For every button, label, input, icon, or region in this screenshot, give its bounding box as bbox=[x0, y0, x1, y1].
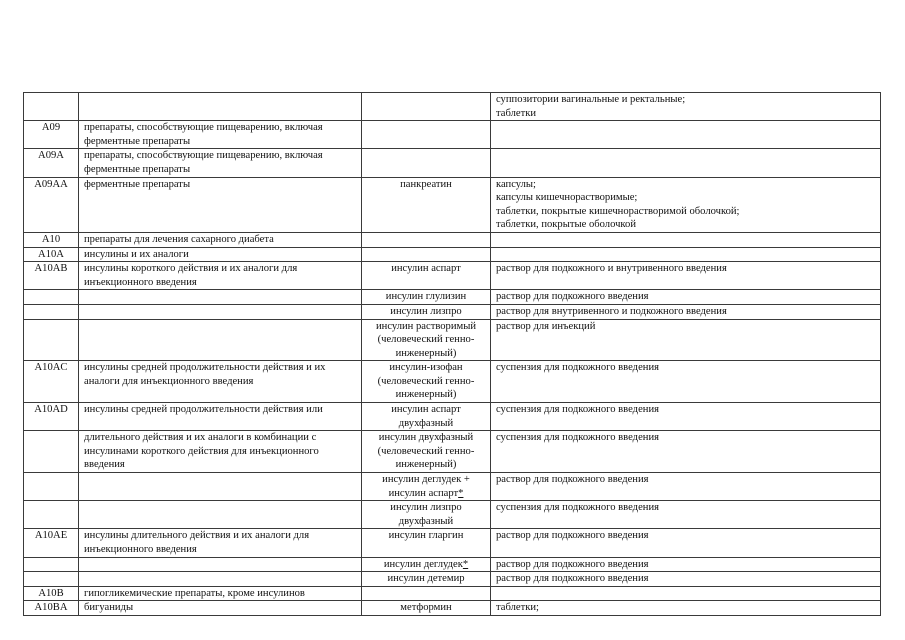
anatomical-therapeutic-group-cell bbox=[79, 557, 362, 572]
dosage-forms-cell bbox=[491, 149, 881, 177]
drug-name-text: инсулин глулизин bbox=[385, 291, 467, 303]
anatomical-therapeutic-group-cell bbox=[79, 473, 362, 501]
dosage-form-line: раствор для подкожного введения bbox=[496, 558, 649, 570]
drug-name-cell bbox=[362, 473, 491, 501]
dosage-form-line: раствор для подкожного введения bbox=[496, 530, 649, 542]
drug-name-text: инсулин деглудек bbox=[383, 558, 463, 570]
dosage-form-line: суппозитории вагинальные и ректальные; bbox=[496, 94, 686, 105]
drug-name-text: инсулин аспарт bbox=[391, 263, 461, 275]
dosage-form-line: суспензия для подкожного введения bbox=[496, 432, 659, 444]
drug-name-cell bbox=[362, 319, 491, 361]
table-row bbox=[24, 290, 881, 305]
table-row bbox=[24, 149, 881, 177]
drug-list-table bbox=[23, 92, 881, 616]
anatomical-therapeutic-group-cell bbox=[79, 572, 362, 587]
atc-code-cell: A09AA bbox=[24, 177, 79, 232]
dosage-forms-cell bbox=[491, 572, 881, 587]
table-row bbox=[24, 473, 881, 501]
dosage-forms-cell bbox=[491, 177, 881, 232]
atc-code-cell bbox=[24, 501, 79, 529]
anatomical-therapeutic-group-cell: препараты для лечения сахарного диабета bbox=[79, 232, 362, 247]
drug-name-cell bbox=[362, 361, 491, 403]
table-row bbox=[24, 177, 881, 232]
atc-code-cell: A10 bbox=[24, 232, 79, 247]
atc-code-cell bbox=[24, 473, 79, 501]
anatomical-therapeutic-group-cell: длительного действия и их аналоги в комбинации с инсулинами короткого действия для инъекционного введения bbox=[79, 431, 362, 473]
anatomical-therapeutic-group-cell: гипогликемические препараты, кроме инсулинов bbox=[79, 586, 362, 601]
dosage-forms-cell bbox=[491, 93, 881, 121]
dosage-forms-cell bbox=[491, 304, 881, 319]
drug-name-cell bbox=[362, 177, 491, 232]
drug-name-cell bbox=[362, 572, 491, 587]
dosage-form-line: раствор для внутривенного и подкожного введения bbox=[496, 305, 727, 317]
atc-code-cell bbox=[24, 319, 79, 361]
drug-name-cell bbox=[362, 93, 491, 121]
dosage-forms-cell bbox=[491, 529, 881, 557]
drug-name-text: инсулин деглудек + инсулин аспарт bbox=[382, 474, 470, 499]
anatomical-therapeutic-group-cell: инсулины короткого действия и их аналоги для инъекционного введения bbox=[79, 262, 362, 290]
atc-code-cell: A10A bbox=[24, 247, 79, 262]
dosage-forms-cell bbox=[491, 319, 881, 361]
table-body bbox=[24, 93, 881, 616]
drug-name-text: панкреатин bbox=[400, 178, 452, 190]
dosage-form-line: раствор для подкожного введения bbox=[496, 573, 649, 585]
atc-code-cell bbox=[24, 431, 79, 473]
table-row bbox=[24, 529, 881, 557]
atc-code-cell: A10B bbox=[24, 586, 79, 601]
drug-name-cell bbox=[362, 557, 491, 572]
table-row bbox=[24, 501, 881, 529]
dosage-forms-cell bbox=[491, 232, 881, 247]
drug-name-cell bbox=[362, 586, 491, 601]
drug-name-cell bbox=[362, 149, 491, 177]
anatomical-therapeutic-group-cell: инсулины и их аналоги bbox=[79, 247, 362, 262]
dosage-form-line: раствор для инъекций bbox=[496, 320, 596, 332]
atc-code-cell: A10BA bbox=[24, 601, 79, 616]
atc-code-cell: A10AD bbox=[24, 403, 79, 431]
anatomical-therapeutic-group-cell: инсулины средней продолжительности действия или bbox=[79, 403, 362, 431]
atc-code-cell: A10AC bbox=[24, 361, 79, 403]
drug-name-cell bbox=[362, 403, 491, 431]
anatomical-therapeutic-group-cell bbox=[79, 290, 362, 305]
drug-name-cell bbox=[362, 601, 491, 616]
drug-name-cell bbox=[362, 247, 491, 262]
drug-name-text: инсулин детемир bbox=[387, 573, 465, 585]
dosage-form-line: суспензия для подкожного введения bbox=[496, 362, 659, 374]
drug-name-cell bbox=[362, 262, 491, 290]
anatomical-therapeutic-group-cell: инсулины длительного действия и их аналоги для инъекционного введения bbox=[79, 529, 362, 557]
dosage-forms-cell bbox=[491, 501, 881, 529]
dosage-form-line: таблетки bbox=[496, 107, 537, 119]
drug-name-text: инсулин растворимый (человеческий генно-инженерный) bbox=[375, 320, 477, 359]
anatomical-therapeutic-group-cell: препараты, способствующие пищеварению, включая ферментные препараты bbox=[79, 149, 362, 177]
table-row bbox=[24, 232, 881, 247]
drug-name-cell bbox=[362, 431, 491, 473]
drug-name-text: инсулин лизпро bbox=[390, 305, 462, 317]
dosage-form-line: таблетки; bbox=[496, 602, 539, 614]
atc-code-cell bbox=[24, 572, 79, 587]
atc-code-cell bbox=[24, 290, 79, 305]
footnote-asterisk: * bbox=[458, 487, 464, 499]
table-row bbox=[24, 262, 881, 290]
drug-name-text: инсулин двухфазный (человеческий генно-инженерный) bbox=[377, 432, 475, 471]
atc-code-cell: A10AE bbox=[24, 529, 79, 557]
footnote-asterisk: * bbox=[462, 558, 469, 570]
anatomical-therapeutic-group-cell: ферментные препараты bbox=[79, 177, 362, 232]
dosage-forms-cell bbox=[491, 557, 881, 572]
dosage-forms-cell bbox=[491, 247, 881, 262]
atc-code-cell: A09 bbox=[24, 121, 79, 149]
drug-name-text: инсулин лизпро двухфазный bbox=[390, 502, 462, 527]
anatomical-therapeutic-group-cell bbox=[79, 501, 362, 529]
table-row bbox=[24, 93, 881, 121]
document-page bbox=[23, 92, 880, 616]
table-row bbox=[24, 601, 881, 616]
dosage-form-line: таблетки, покрытые кишечнорастворимой оболочкой; bbox=[496, 205, 740, 217]
drug-name-text: метформин bbox=[400, 602, 452, 614]
dosage-forms-cell bbox=[491, 586, 881, 601]
table-row bbox=[24, 557, 881, 572]
anatomical-therapeutic-group-cell bbox=[79, 304, 362, 319]
dosage-forms-cell bbox=[491, 262, 881, 290]
atc-code-cell: A10AB bbox=[24, 262, 79, 290]
dosage-form-line: суспензия для подкожного введения bbox=[496, 404, 659, 416]
dosage-forms-cell bbox=[491, 361, 881, 403]
dosage-forms-cell bbox=[491, 601, 881, 616]
atc-code-cell bbox=[24, 93, 79, 121]
drug-name-text: инсулин-изофан (человеческий генно-инженерный) bbox=[377, 362, 475, 401]
anatomical-therapeutic-group-cell: инсулины средней продолжительности действия и их аналоги для инъекционного введения bbox=[79, 361, 362, 403]
drug-name-cell bbox=[362, 121, 491, 149]
atc-code-cell bbox=[24, 557, 79, 572]
table-row bbox=[24, 586, 881, 601]
anatomical-therapeutic-group-cell bbox=[79, 93, 362, 121]
drug-name-cell bbox=[362, 290, 491, 305]
drug-name-text: инсулин аспарт двухфазный bbox=[391, 404, 461, 429]
atc-code-cell: A09A bbox=[24, 149, 79, 177]
dosage-forms-cell bbox=[491, 290, 881, 305]
drug-name-cell bbox=[362, 529, 491, 557]
drug-name-cell bbox=[362, 232, 491, 247]
drug-name-cell bbox=[362, 304, 491, 319]
dosage-form-line: капсулы; bbox=[496, 178, 536, 190]
table-row bbox=[24, 431, 881, 473]
atc-code-cell bbox=[24, 304, 79, 319]
dosage-forms-cell bbox=[491, 473, 881, 501]
dosage-form-line: раствор для подкожного введения bbox=[496, 474, 649, 486]
dosage-form-line: таблетки, покрытые оболочкой bbox=[496, 219, 636, 231]
anatomical-therapeutic-group-cell: препараты, способствующие пищеварению, включая ферментные препараты bbox=[79, 121, 362, 149]
table-row bbox=[24, 361, 881, 403]
dosage-form-line: раствор для подкожного введения bbox=[496, 291, 649, 303]
dosage-forms-cell bbox=[491, 431, 881, 473]
dosage-form-line: раствор для подкожного и внутривенного введения bbox=[496, 263, 727, 275]
table-row bbox=[24, 403, 881, 431]
table-row bbox=[24, 121, 881, 149]
dosage-form-line: суспензия для подкожного введения bbox=[496, 502, 659, 514]
table-row bbox=[24, 247, 881, 262]
dosage-form-line: капсулы кишечнорастворимые; bbox=[496, 192, 638, 204]
drug-name-text: инсулин гларгин bbox=[388, 530, 464, 542]
table-row bbox=[24, 319, 881, 361]
table-row bbox=[24, 572, 881, 587]
dosage-forms-cell bbox=[491, 403, 881, 431]
dosage-forms-cell bbox=[491, 121, 881, 149]
anatomical-therapeutic-group-cell bbox=[79, 319, 362, 361]
drug-name-cell bbox=[362, 501, 491, 529]
anatomical-therapeutic-group-cell: бигуаниды bbox=[79, 601, 362, 616]
table-row bbox=[24, 304, 881, 319]
